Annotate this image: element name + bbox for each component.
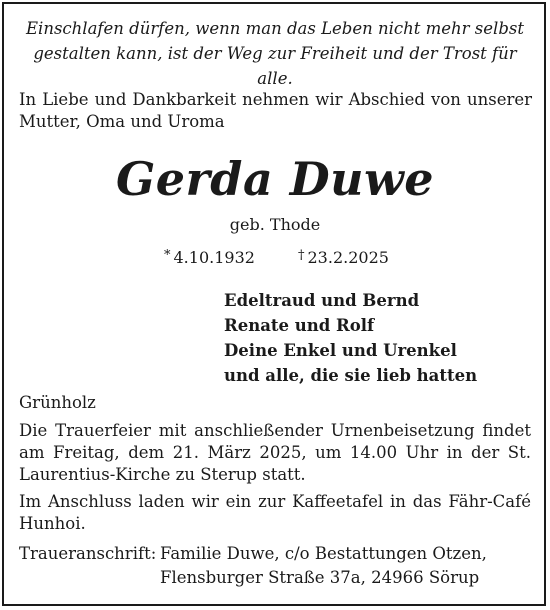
birth-date: 4.10.1932 (173, 248, 255, 267)
address-label: Traueranschrift: (19, 544, 157, 563)
mourner-item: Edeltraud und Bernd (224, 291, 420, 310)
place-name: Grünholz (19, 393, 96, 412)
motto-quote (20, 16, 530, 91)
motto-line-2: gestalten kann, ist der Weg zur Freiheit und der Trost für alle. (33, 44, 517, 88)
death-cross-icon: † (298, 248, 305, 263)
intro-text: In Liebe und Dankbarkeit nehmen wir Abschied von unserer Mutter, Oma und Uroma (19, 90, 532, 131)
maiden-name: geb. Thode (229, 215, 321, 234)
death-date: 23.2.2025 (307, 248, 389, 267)
mourner-item: und alle, die sie lieb hatten (224, 366, 478, 385)
deceased-name: Gerda Duwe (116, 152, 434, 206)
address-line-1: Familie Duwe, c/o Bestattungen Otzen, (160, 544, 487, 563)
death-date-row (298, 244, 389, 270)
birth-star-icon: * (164, 248, 171, 263)
mourning-address (160, 542, 487, 590)
funeral-service-text: Die Trauerfeier mit anschließender Urnenbeisetzung findet am Freitag, dem 21. März 2025, um 14.00 Uhr in der St. Laurentius-Kirche zu Sterup statt. (19, 421, 531, 484)
mourner-item: Deine Enkel und Urenkel (224, 341, 457, 360)
reception-text: Im Anschluss laden wir ein zur Kaffeetafel in das Fähr-Café Hunhoi. (19, 492, 531, 533)
mourners-list (224, 288, 477, 388)
address-line-2: Flensburger Straße 37a, 24966 Sörup (160, 568, 480, 587)
birth-date-row (164, 244, 255, 270)
mourner-item: Renate und Rolf (224, 316, 375, 335)
motto-line-1: Einschlafen dürfen, wenn man das Leben nicht mehr selbst (26, 19, 524, 38)
